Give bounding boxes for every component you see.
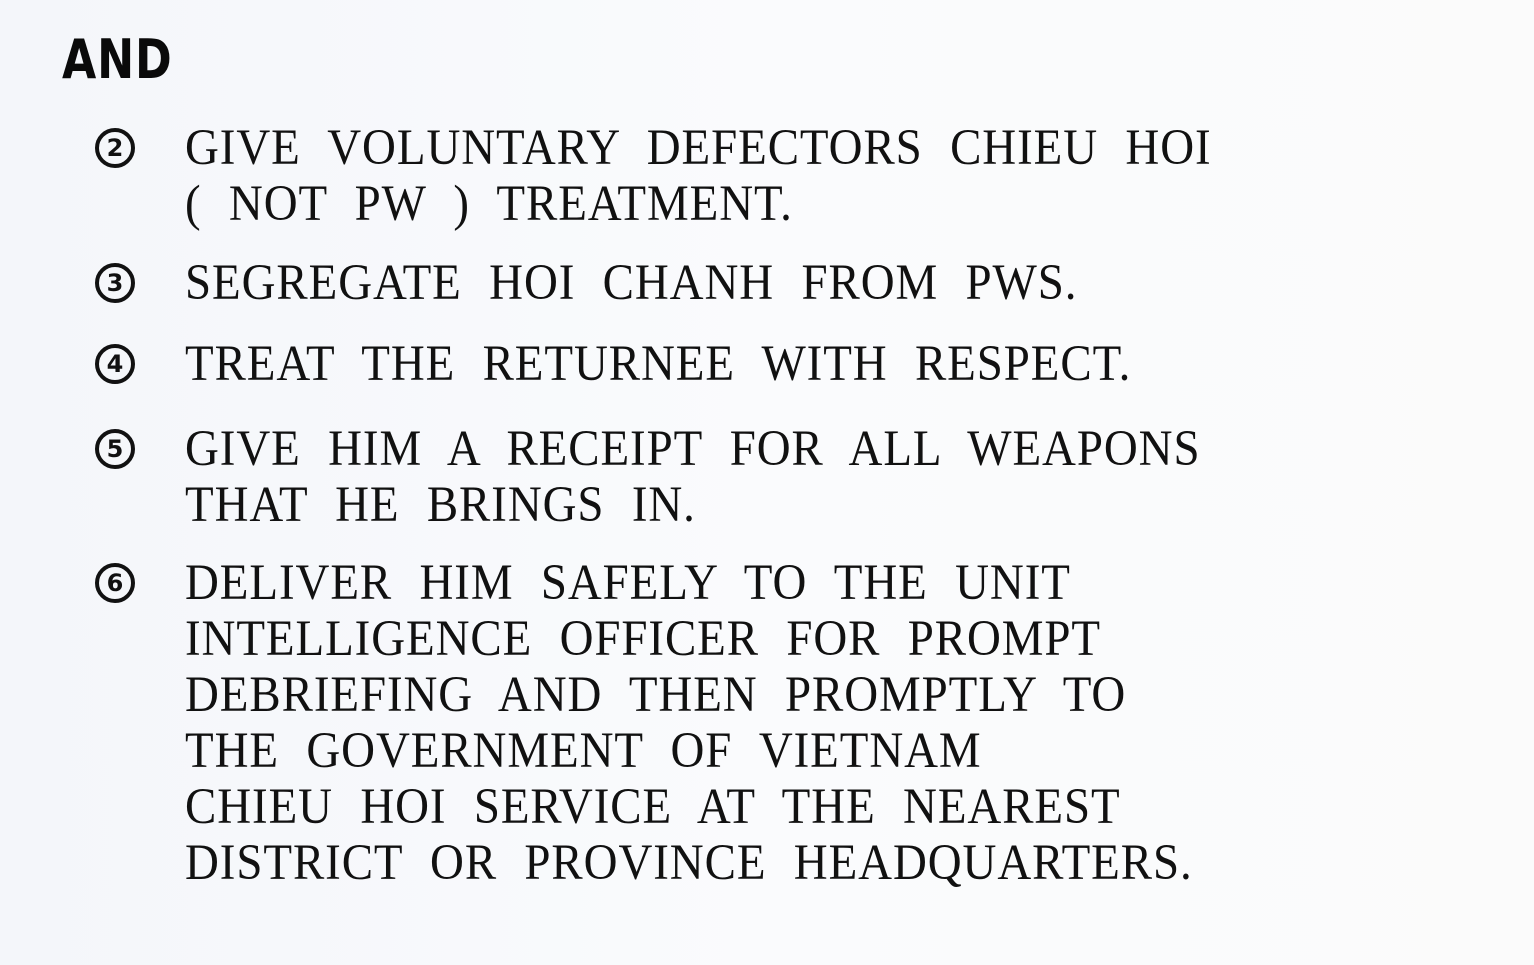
item-text: [185, 255, 1155, 311]
item-line: THAT HE BRINGS IN.: [185, 477, 696, 533]
item-line: DELIVER HIM SAFELY TO THE UNIT: [185, 555, 1071, 611]
item-line: INTELLIGENCE OFFICER FOR PROMPT: [185, 611, 1102, 667]
item-line: CHIEU HOI SERVICE AT THE NEAREST: [185, 779, 1121, 835]
item-line: DISTRICT OR PROVINCE HEADQUARTERS.: [185, 835, 1193, 891]
circled-number: 4: [95, 344, 135, 384]
circled-number: 3: [95, 263, 135, 303]
item-line: GIVE VOLUNTARY DEFECTORS CHIEU HOI: [185, 120, 1212, 176]
item-text: [185, 421, 1289, 533]
item-line: DEBRIEFING AND THEN PROMPTLY TO: [185, 667, 1127, 723]
item-line: THE GOVERNMENT OF VIETNAM: [185, 723, 982, 779]
circled-number: 5: [95, 429, 135, 469]
item-line: TREAT THE RETURNEE WITH RESPECT.: [185, 336, 1132, 392]
item-line: SEGREGATE HOI CHANH FROM PWS.: [185, 255, 1078, 311]
item-text: [185, 336, 1214, 392]
item-line: GIVE HIM A RECEIPT FOR ALL WEAPONS: [185, 421, 1201, 477]
heading: AND: [62, 28, 173, 91]
circled-number: 2: [95, 128, 135, 168]
item-text: [185, 555, 1280, 891]
item-line: ( NOT PW ) TREATMENT.: [185, 176, 793, 232]
item-text: [185, 120, 1301, 232]
circled-number: 6: [95, 563, 135, 603]
